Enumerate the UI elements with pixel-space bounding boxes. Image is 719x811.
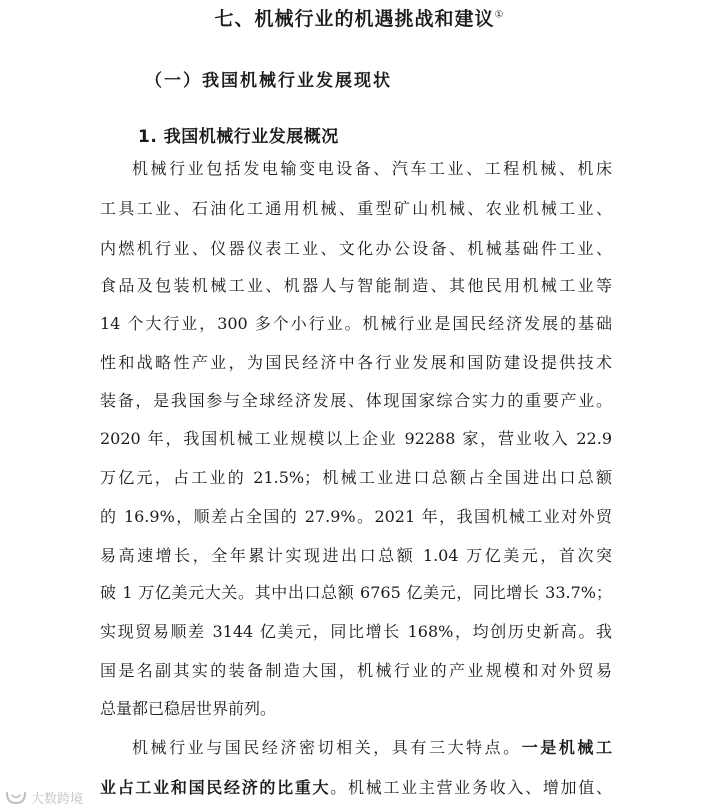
emphasis-text: 业占工业和国民经济的比重大 [100, 778, 331, 797]
paragraph-line: 工具工业、石油化工通用机械、重型矿山机械、农业机械工业、 [100, 199, 612, 218]
paragraph-line [100, 778, 612, 798]
chapter-title [0, 4, 719, 31]
paragraph-line: 实现贸易顺差 3144 亿美元，同比增长 168%，均创历史新高。我 [100, 622, 612, 641]
section-title: （一）我国机械行业发展现状 [145, 71, 392, 91]
paragraph-line: 易高速增长，全年累计实现进出口总额 1.04 万亿美元，首次突 [100, 546, 612, 565]
paragraph-line [132, 738, 612, 758]
watermark-text: 大数跨境 [31, 792, 84, 807]
paragraph-line: 破 1 万亿美元大关。其中出口总额 6765 亿美元，同比增长 33.7%； [100, 583, 612, 602]
paragraph-line: 2020 年，我国机械工业规模以上企业 92288 家，营业收入 22.9 [100, 429, 612, 448]
chapter-title-text: 七、机械行业的机遇挑战和建议 [214, 8, 495, 30]
footnote-mark[interactable]: ① [494, 9, 505, 21]
emphasis-text: 一是机械工 [521, 738, 612, 757]
paragraph-line: 性和战略性产业，为国民经济中各行业发展和国防建设提供技术 [100, 353, 612, 372]
paragraph-line: 总量都已稳居世界前列。 [100, 699, 277, 718]
paragraph-text: 机械行业与国民经济密切相关，具有三大特点。 [132, 738, 522, 757]
watermark [4, 788, 83, 807]
paragraph-line: 的 16.9%，顺差占全国的 27.9%。2021 年，我国机械工业对外贸 [100, 507, 612, 526]
paragraph-text: 。机械工业主营业务收入、增加值、 [330, 778, 612, 797]
paragraph-line: 内燃机行业、仪器仪表工业、文化办公设备、机械基础件工业、 [100, 239, 612, 258]
paragraph-line: 食品及包装机械工业、机器人与智能制造、其他民用机械工业等 [100, 276, 612, 295]
paragraph-line: 国是名副其实的装备制造大国，机械行业的产业规模和对外贸易 [100, 661, 612, 680]
subsection-title: 1. 我国机械行业发展概况 [138, 127, 339, 147]
paragraph-line: 机械行业包括发电输变电设备、汽车工业、工程机械、机床 [132, 159, 612, 178]
paragraph-line: 装备，是我国参与全球经济发展、体现国家综合实力的重要产业。 [100, 391, 612, 410]
paragraph-line: 14 个大行业，300 多个小行业。机械行业是国民经济发展的基础 [100, 314, 612, 333]
brand-logo-icon [4, 790, 28, 806]
paragraph-line: 万亿元，占工业的 21.5%；机械工业进口总额占全国进出口总额 [100, 468, 612, 487]
